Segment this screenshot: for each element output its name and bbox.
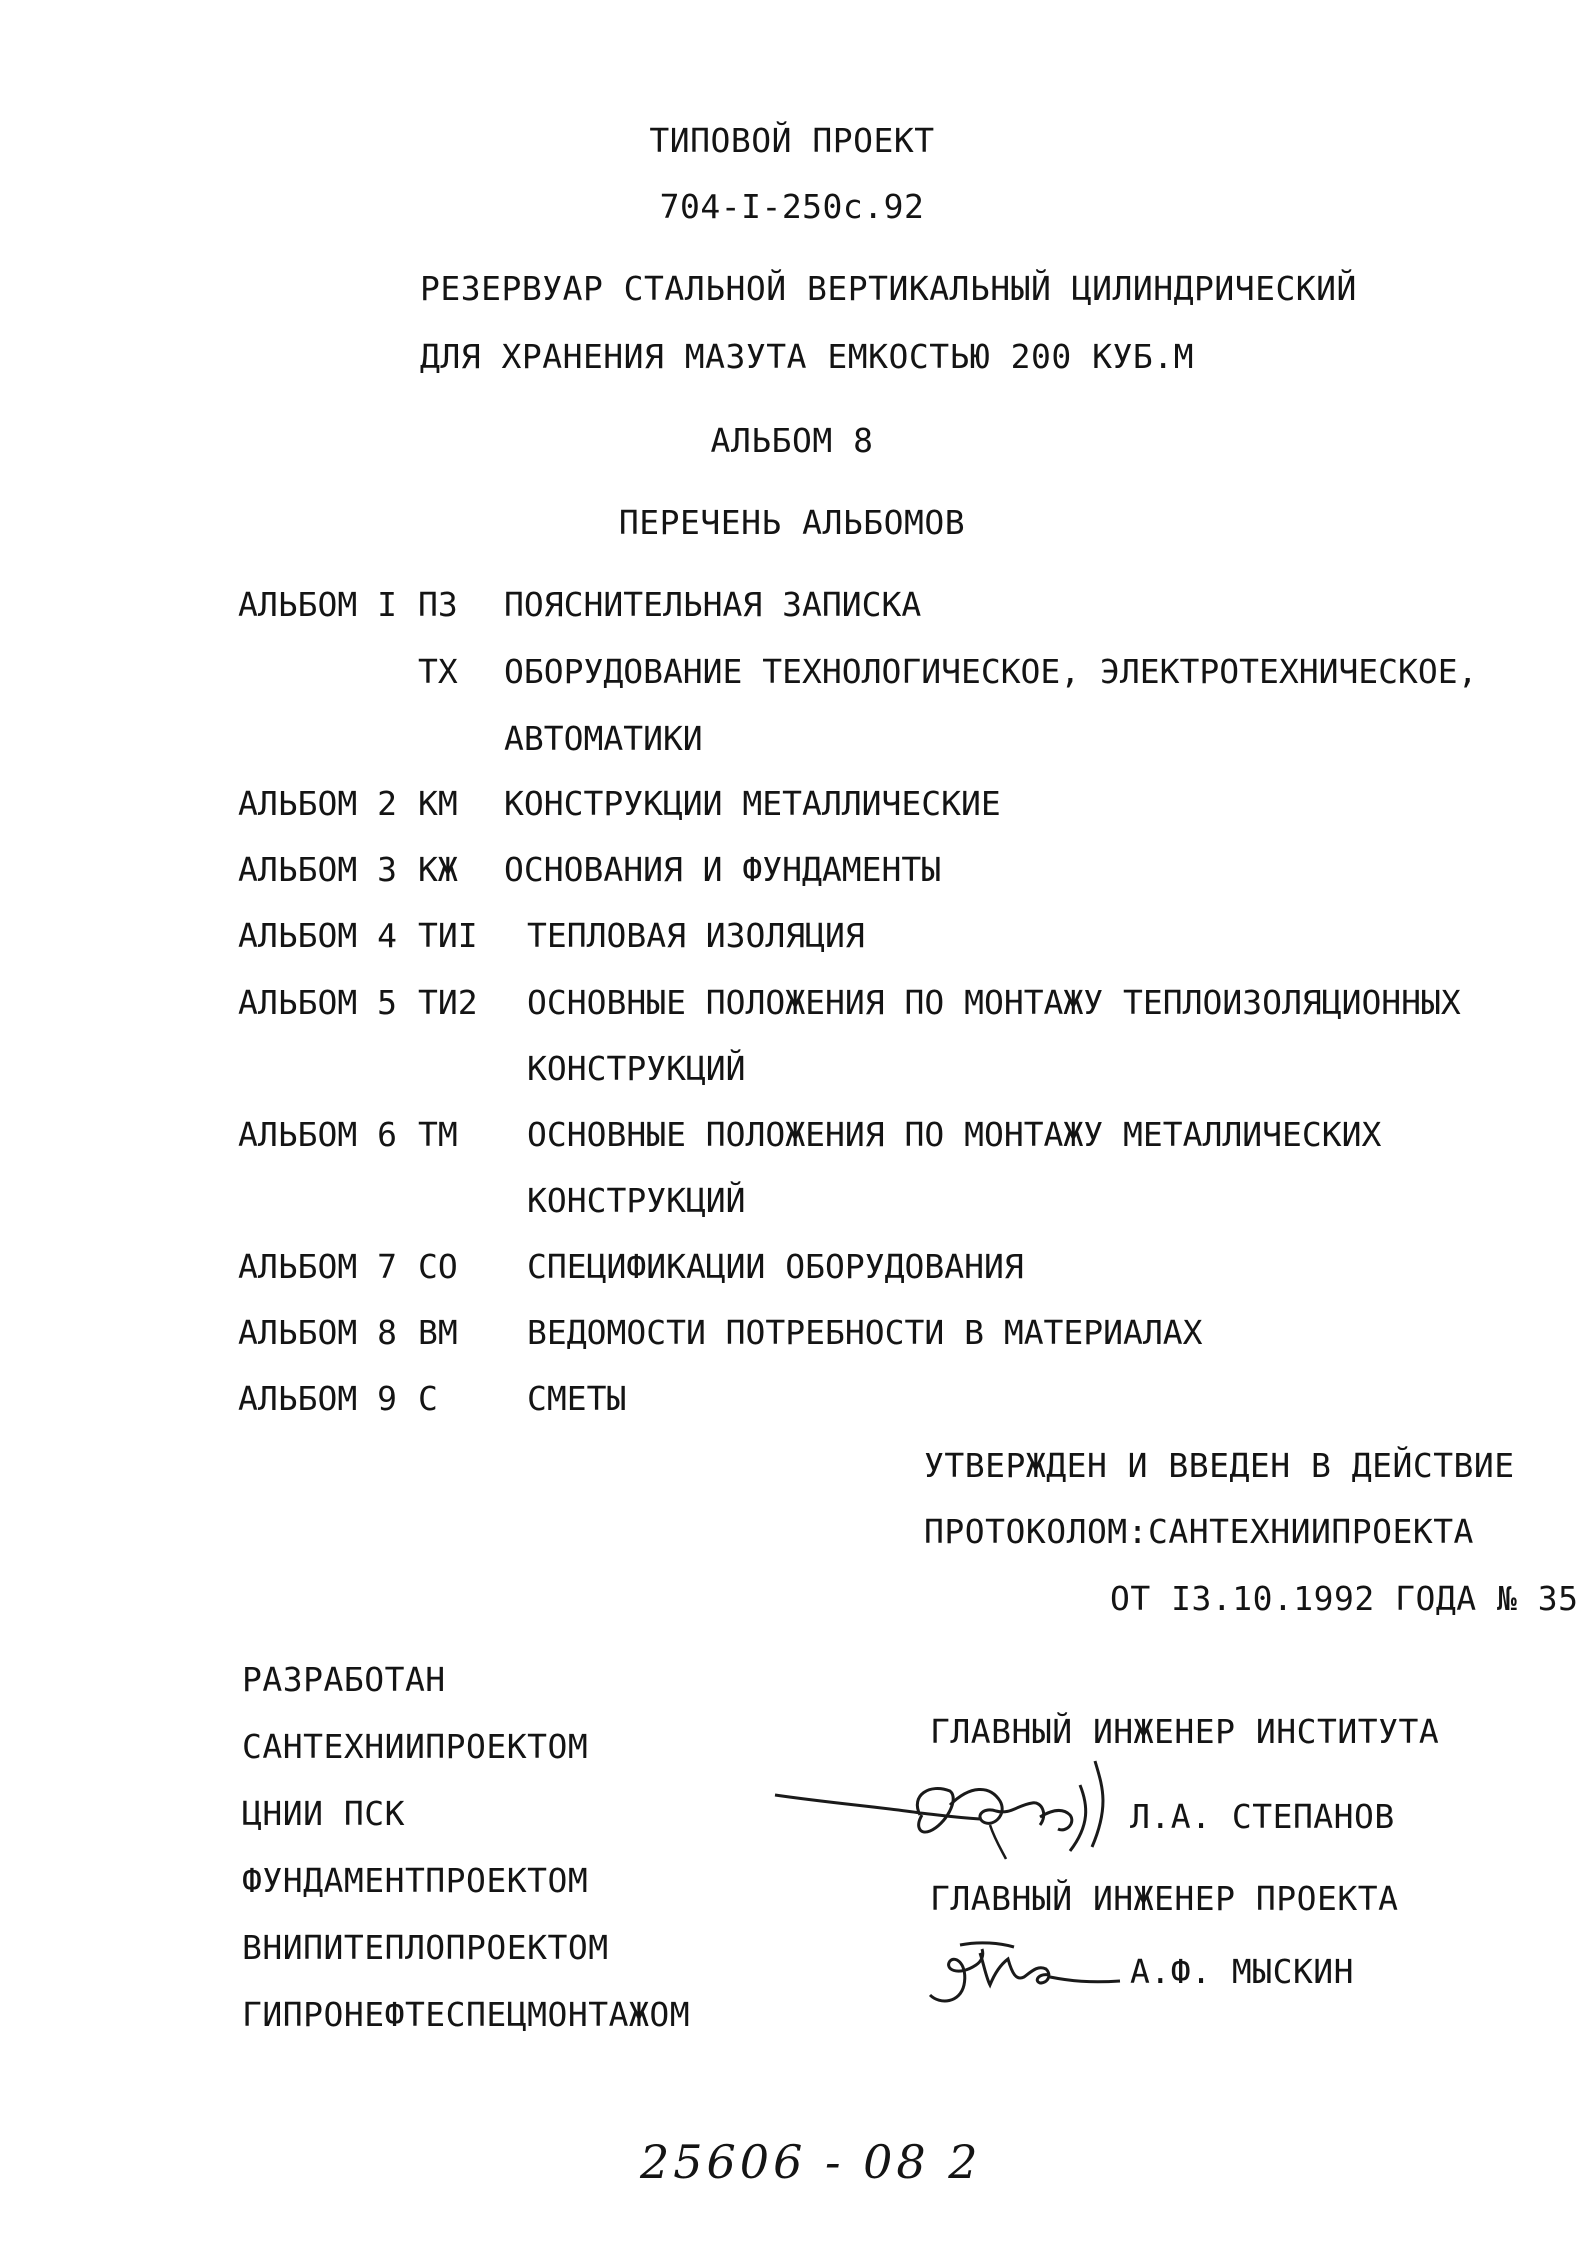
list-item <box>0 1247 1584 1290</box>
list-item <box>0 850 1584 893</box>
handwritten-registration-number: 25606 - 08 2 <box>640 2135 982 2189</box>
developed-label: РАЗРАБОТАН <box>242 1660 446 1699</box>
album-description: СПЕЦИФИКАЦИИ ОБОРУДОВАНИЯ <box>527 1247 1024 1286</box>
album-code: ПЗ <box>418 585 458 624</box>
album-description: КОНСТРУКЦИЙ <box>527 1049 746 1088</box>
list-item <box>0 652 1584 695</box>
album-code: ТИI <box>418 916 478 955</box>
album-code: КМ <box>418 784 458 823</box>
list-item <box>0 1313 1584 1356</box>
list-item <box>0 1379 1584 1422</box>
signature-myskin <box>920 1925 1140 2015</box>
developer-org: ВНИПИТЕПЛОПРОЕКТОМ <box>242 1928 609 1967</box>
album-name: АЛЬБОМ 6 <box>238 1115 397 1154</box>
list-item-continuation <box>0 719 1584 762</box>
album-name: АЛЬБОМ 5 <box>238 983 397 1022</box>
album-code: СО <box>418 1247 458 1286</box>
album-label: АЛЬБОМ 8 <box>710 421 874 460</box>
album-code: КЖ <box>418 850 458 889</box>
album-description: КОНСТРУКЦИЙ <box>527 1181 746 1220</box>
album-name: АЛЬБОМ 2 <box>238 784 397 823</box>
approval-line-2: ПРОТОКОЛОМ:САНТЕХНИИПРОЕКТА <box>924 1512 1474 1551</box>
title-line-1: РЕЗЕРВУАР СТАЛЬНОЙ ВЕРТИКАЛЬНЫЙ ЦИЛИНДРИЧЕСКИЙ <box>420 269 1357 308</box>
album-code: ТХ <box>418 652 458 691</box>
album-code: ТМ <box>418 1115 458 1154</box>
album-description: ОСНОВНЫЕ ПОЛОЖЕНИЯ ПО МОНТАЖУ МЕТАЛЛИЧЕСКИХ <box>527 1115 1382 1154</box>
album-name: АЛЬБОМ 8 <box>238 1313 397 1352</box>
chief-engineer-institute-title: ГЛАВНЫЙ ИНЖЕНЕР ИНСТИТУТА <box>930 1712 1440 1751</box>
album-code: ТИ2 <box>418 983 478 1022</box>
album-description: ТЕПЛОВАЯ ИЗОЛЯЦИЯ <box>527 916 865 955</box>
chief-engineer-institute-name: Л.А. СТЕПАНОВ <box>1130 1797 1395 1836</box>
developer-org: ФУНДАМЕНТПРОЕКТОМ <box>242 1861 589 1900</box>
album-description: КОНСТРУКЦИИ МЕТАЛЛИЧЕСКИЕ <box>504 784 1001 823</box>
developer-org: ГИПРОНЕФТЕСПЕЦМОНТАЖОМ <box>242 1995 691 2034</box>
list-item-continuation <box>0 1049 1584 1092</box>
album-description: СМЕТЫ <box>527 1379 627 1418</box>
approval-line-1: УТВЕРЖДЕН И ВВЕДЕН В ДЕЙСТВИЕ <box>924 1446 1515 1485</box>
list-item <box>0 1115 1584 1158</box>
album-description: ПОЯСНИТЕЛЬНАЯ ЗАПИСКА <box>504 585 922 624</box>
signature-stepanov <box>770 1755 1150 1865</box>
album-name: АЛЬБОМ 3 <box>238 850 397 889</box>
approval-line-3: ОТ I3.10.1992 ГОДА № 35 <box>1110 1579 1579 1618</box>
list-item <box>0 916 1584 959</box>
album-code: ВМ <box>418 1313 458 1352</box>
document-type-label: ТИПОВОЙ ПРОЕКТ <box>649 121 935 160</box>
title-line-2: ДЛЯ ХРАНЕНИЯ МАЗУТА ЕМКОСТЬЮ 200 КУБ.М <box>420 337 1194 376</box>
list-item <box>0 983 1584 1026</box>
developer-org: ЦНИИ ПСК <box>242 1794 405 1833</box>
chief-engineer-project-title: ГЛАВНЫЙ ИНЖЕНЕР ПРОЕКТА <box>930 1879 1399 1918</box>
album-name: АЛЬБОМ I <box>238 585 397 624</box>
album-description: АВТОМАТИКИ <box>504 719 703 758</box>
album-description: ВЕДОМОСТИ ПОТРЕБНОСТИ В МАТЕРИАЛАХ <box>527 1313 1203 1352</box>
developer-org: САНТЕХНИИПРОЕКТОМ <box>242 1727 589 1766</box>
album-name: АЛЬБОМ 9 <box>238 1379 397 1418</box>
album-name: АЛЬБОМ 4 <box>238 916 397 955</box>
album-name: АЛЬБОМ 7 <box>238 1247 397 1286</box>
list-item <box>0 585 1584 628</box>
album-description: ОБОРУДОВАНИЕ ТЕХНОЛОГИЧЕСКОЕ, ЭЛЕКТРОТЕХНИЧЕСКОЕ, <box>504 652 1478 691</box>
list-item <box>0 784 1584 827</box>
list-item-continuation <box>0 1181 1584 1224</box>
project-number: 704-I-250с.92 <box>659 187 925 226</box>
album-description: ОСНОВАНИЯ И ФУНДАМЕНТЫ <box>504 850 942 889</box>
album-code: С <box>418 1379 438 1418</box>
album-description: ОСНОВНЫЕ ПОЛОЖЕНИЯ ПО МОНТАЖУ ТЕПЛОИЗОЛЯЦИОННЫХ <box>527 983 1461 1022</box>
albums-list-title: ПЕРЕЧЕНЬ АЛЬБОМОВ <box>618 503 966 542</box>
chief-engineer-project-name: А.Ф. МЫСКИН <box>1130 1952 1355 1991</box>
